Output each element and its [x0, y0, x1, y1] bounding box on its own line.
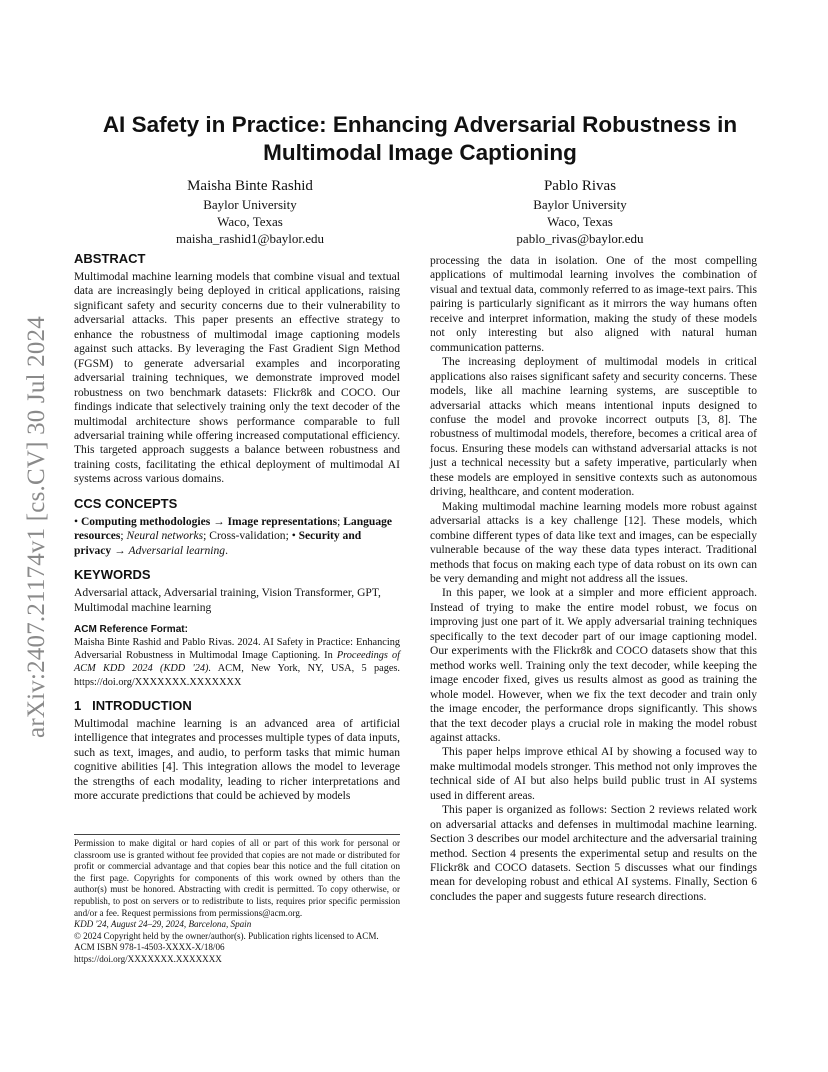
keywords-text: Adversarial attack, Adversarial training, Vision Transformer, GPT, Multimodal machine learning: [74, 587, 381, 614]
author-email[interactable]: maisha_rashid1@baylor.edu: [175, 231, 325, 246]
author-name: Pablo Rivas: [543, 178, 617, 194]
arxiv-stamp: arXiv:2407.21174v1 [cs.CV] 30 Jul 2024: [23, 316, 50, 738]
author-affiliation: Baylor University: [533, 197, 627, 212]
ccs-concepts: • Computing methodologies → Image representations; Language resources; Neural networks; Cross-validation; • Security and privacy → Adversarial learning.: [74, 515, 392, 557]
body-paragraph: The increasing deployment of multimodal models in critical applications also raises significant safety and security concerns. These models, like all machine learning systems, are susceptible to adversarial attacks which means intentional inputs designed to confuse the model and provoke incorrect outputs [3, 8]. The robustness of multimodal models, therefore, becomes a critical area of focus. Ensuring these models can withstand adversarial attacks is not just a technical necessity but a safety imperative, particularly when these models are employed in sensitive contexts such as autonomous driving, healthcare, and content moderation.: [430, 356, 757, 499]
author-affiliation: Baylor University: [203, 197, 297, 212]
isbn-line: ACM ISBN 978-1-4503-XXXX-X/18/06: [74, 942, 225, 953]
author-location: Waco, Texas: [217, 214, 283, 229]
permission-text: Permission to make digital or hard copies of all or part of this work for personal or classroom use is granted without fee provided that copies are not made or distributed for profit or commercial advantage and that copies bear this notice and the full citation on the first page. Copyrights for components of this work owned by others than the author(s) must be honored. Abstracting with credit is permitted. To copy otherwise, or republish, to post on servers or to redistribute to lists, requires prior specific permission and/or a fee. Request permissions from permissions@acm.org.: [74, 838, 400, 918]
author-name: Maisha Binte Rashid: [187, 178, 313, 194]
permission-footnote: [74, 834, 400, 966]
introduction-heading: 1 INTRODUCTION: [74, 697, 192, 713]
body-paragraph: This paper is organized as follows: Section 2 reviews related work on adversarial attacks and defenses in multimodal machine learning. Section 3 describes our model architecture and the adversarial training method. Section 4 presents the experimental setup and results on the Flickr8k and COCO datasets. Section 5 discusses what our findings mean for developing robust and ethical AI systems. Finally, Section 6 concludes the paper and suggests future research directions.: [430, 804, 757, 903]
abstract-text: Multimodal machine learning models that combine visual and textual data are increasingly being deployed in critical applications, raising significant safety and security concerns due to their vulnerability to adversarial attacks. This paper presents an effective strategy to enhance the robustness of multimodal image captioning models against such attacks. By leveraging the Fast Gradient Sign Method (FGSM) to generate adversarial examples and incorporating adversarial training techniques, we demonstrate improved model robustness on two benchmark datasets: Flickr8k and COCO. Our findings indicate that selectively training only the text decoder of the multimodal architecture shows performance comparable to full adversarial training while offering increased computational efficiency. This targeted approach suggests a balance between robustness and training costs, facilitating the ethical deployment of multimodal AI systems across various domains.: [74, 271, 400, 486]
doi-link[interactable]: https://doi.org/XXXXXXX.XXXXXXX: [74, 953, 222, 964]
keywords-heading: KEYWORDS: [74, 567, 151, 583]
paper-title: [70, 111, 770, 167]
author-block-1: [120, 176, 380, 247]
body-paragraph: Making multimodal machine learning models more robust against adversarial attacks is a key challenge [12]. These models, which combine different types of data like text and images, can be especially vulnerable because of the way these data types interact. Traditional methods that focus on making each type of data robust on its own can be very demanding and might not address all the issues.: [430, 500, 757, 585]
author-block-2: [450, 176, 710, 247]
right-column: [430, 254, 757, 904]
title-line-1: AI Safety in Practice: Enhancing Adversarial Robustness in: [102, 112, 738, 137]
body-paragraph: In this paper, we look at a simpler and more efficient approach. Instead of trying to make the entire model robust, we focus on improving just one part of it. We apply adversarial training techniques specifically to the text decoder part of our image captioning model. Our experiments with the Flickr8k and COCO datasets show that this method works well. Training only the text decoder, while keeping the image encoder fixed, gives us results almost as good as training the whole model. However, when we fix the text decoder and train only the image encoder, the performance drops significantly. This shows that the text decoder plays a crucial role in making the model robust against attacks.: [430, 587, 757, 744]
body-paragraph: This paper helps improve ethical AI by showing a focused way to make multimodal models stronger. This method not only improves the technical side of AI but also helps build public trust in AI systems used in different areas.: [430, 746, 757, 802]
acm-reference-text: Maisha Binte Rashid and Pablo Rivas. 2024. AI Safety in Practice: Enhancing Adversarial Robustness in Multimodal Image Captioning. In Proceedings of ACM KDD 2024 (KDD '24). ACM, New York, NY, USA, 5 pages. https://doi.org/XXXXXXX.XXXXXXX: [74, 637, 400, 688]
abstract-heading: ABSTRACT: [74, 251, 146, 266]
acm-reference-heading: ACM Reference Format:: [74, 624, 188, 636]
conference-line: KDD '24, August 24–29, 2024, Barcelona, Spain: [74, 919, 252, 930]
author-location: Waco, Texas: [547, 214, 613, 229]
author-email[interactable]: pablo_rivas@baylor.edu: [516, 231, 644, 246]
copyright-line: © 2024 Copyright held by the owner/author(s). Publication rights licensed to ACM.: [74, 930, 379, 941]
introduction-paragraph: Multimodal machine learning is an advanced area of artificial intelligence that integrates and processes multiple types of data inputs, such as text, images, and audio, to perform tasks that mimic human cognitive abilities [4]. This integration allows the model to leverage the strengths of each modality, leading to richer interpretations and more accurate predictions that could be achieved by models: [74, 717, 400, 803]
body-paragraph: processing the data in isolation. One of the most compelling applications of multimodal learning involves the combination of visual and textual data, commonly referred to as image-text pairs. This pairing is particularly significant as it mirrors the way humans often receive and interpret information, making the study of these models not only interesting but also aligned with natural human communication patterns.: [430, 255, 757, 354]
ccs-heading: CCS CONCEPTS: [74, 495, 178, 511]
left-column: [74, 251, 400, 804]
title-line-2: Multimodal Image Captioning: [263, 140, 577, 165]
